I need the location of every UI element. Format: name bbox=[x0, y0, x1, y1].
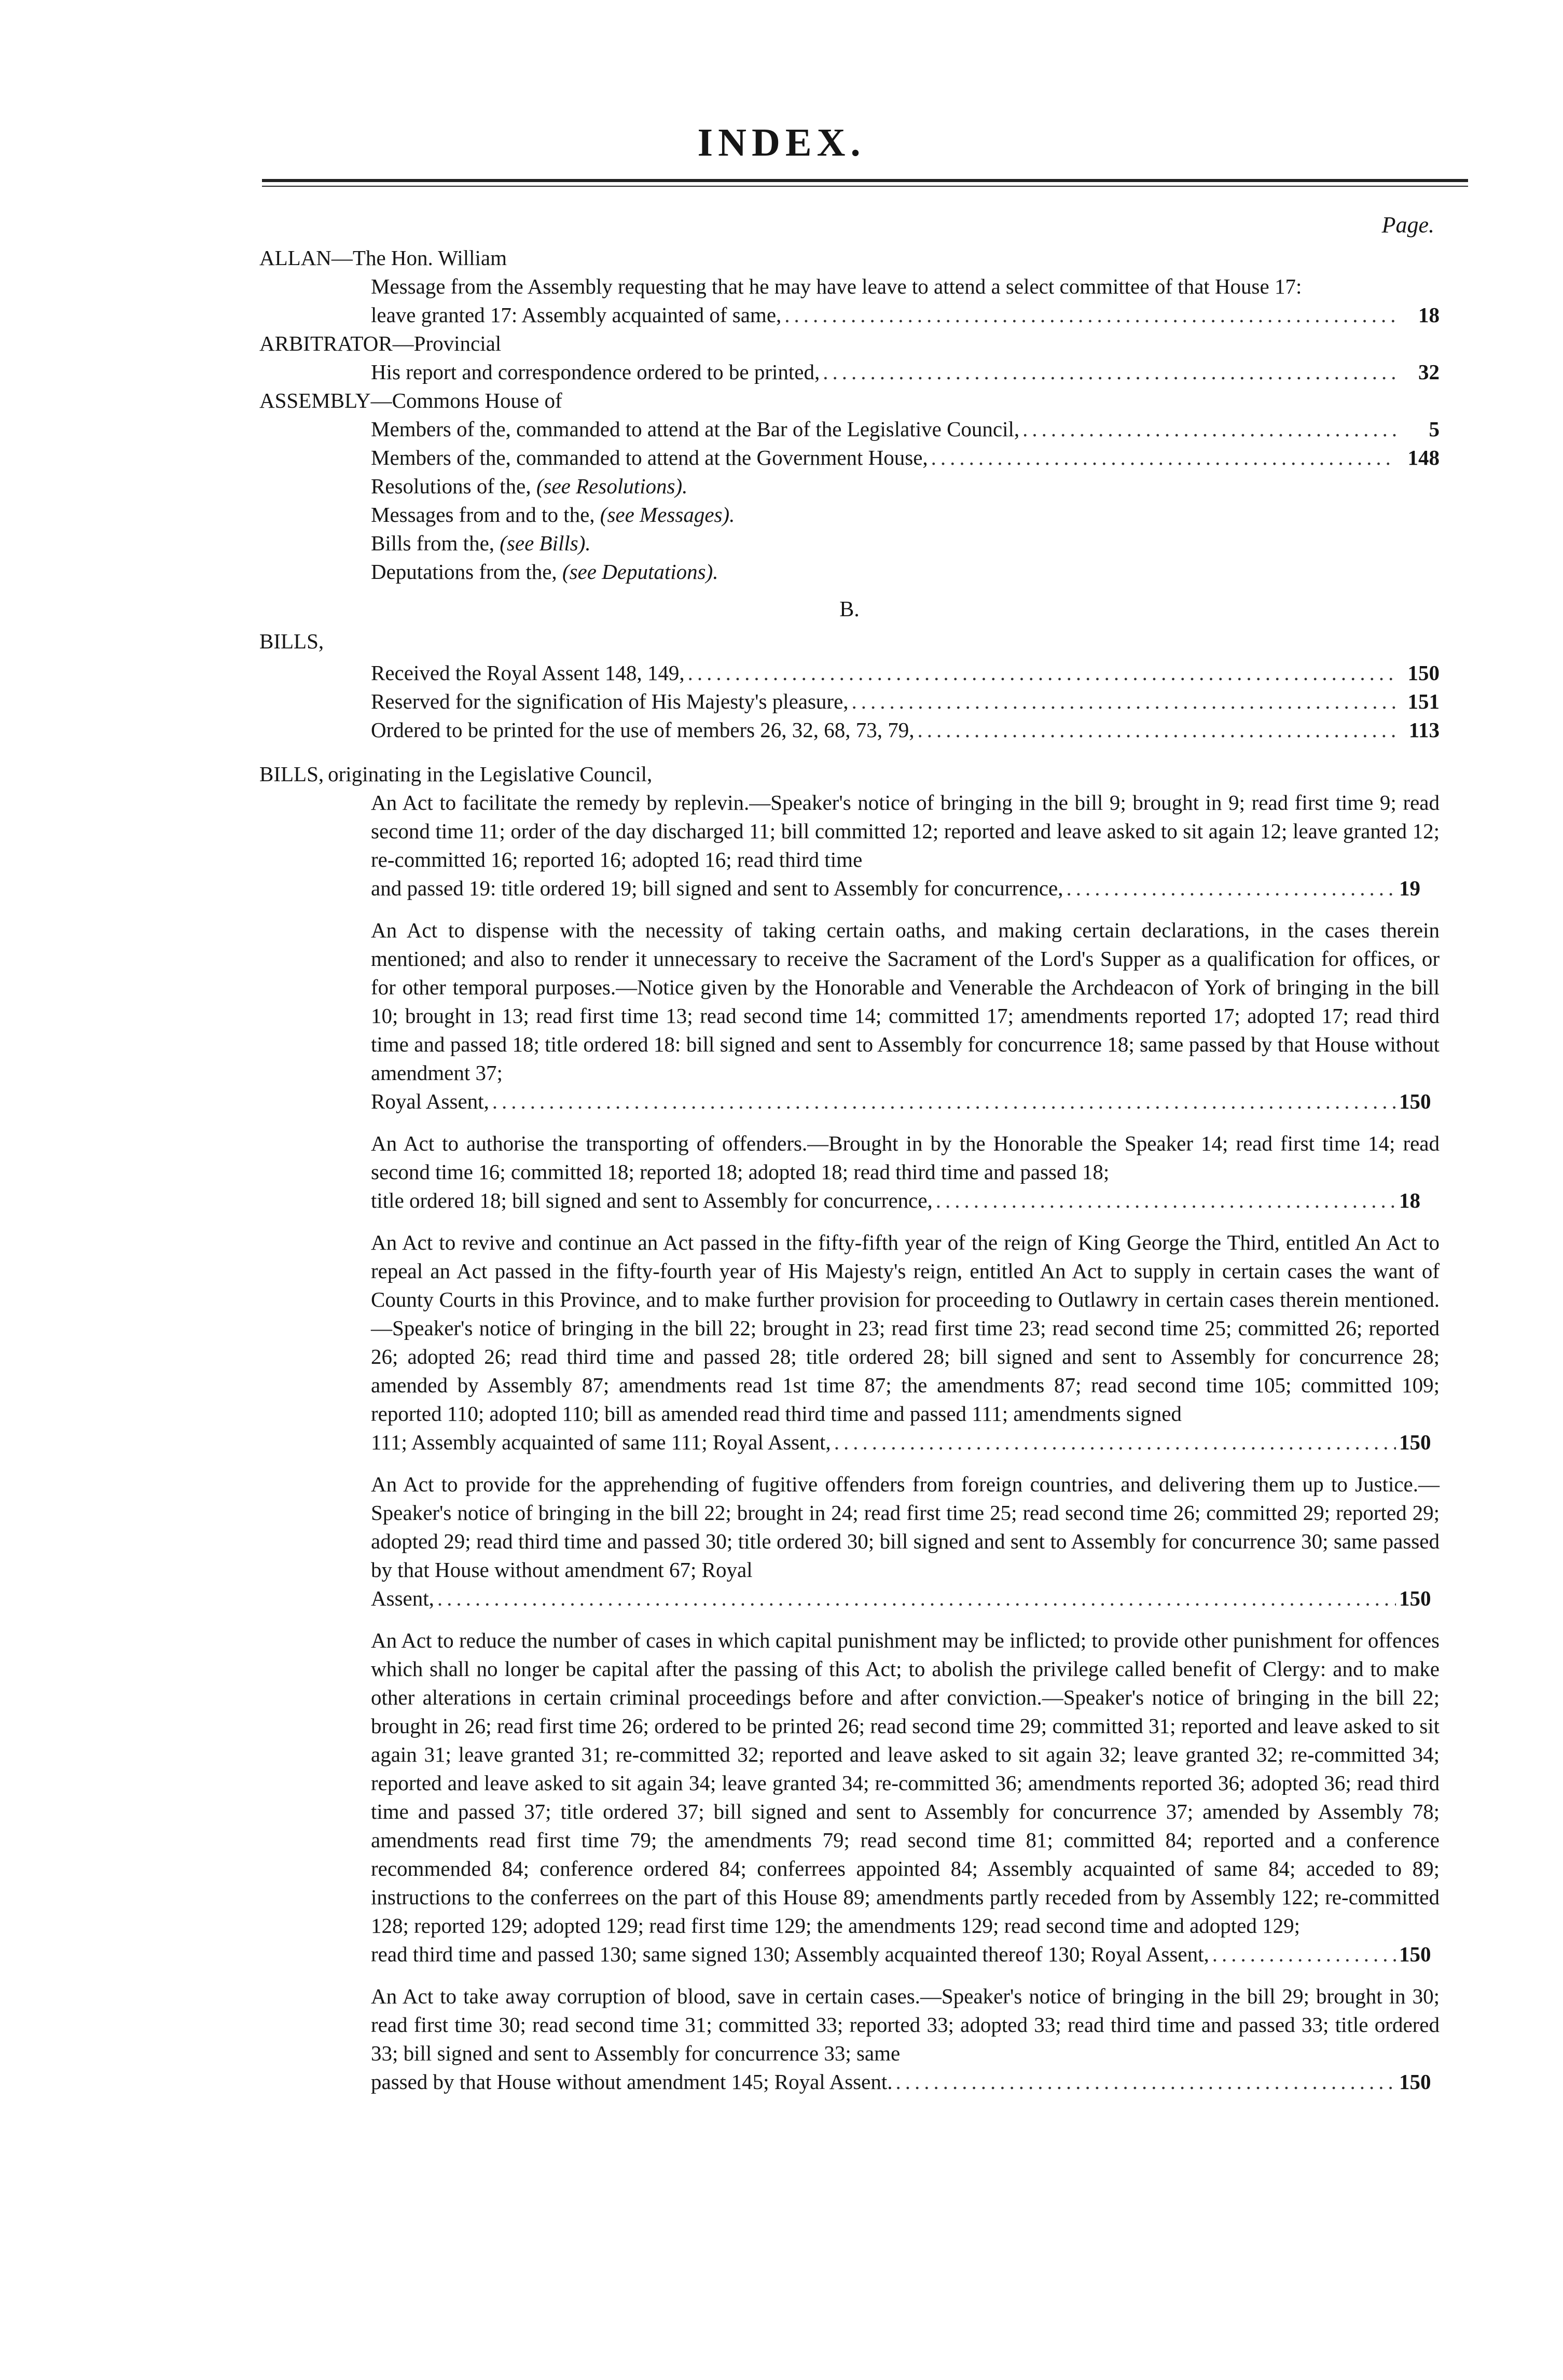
cross-ref-deputations bbox=[371, 558, 1440, 586]
dot-leader bbox=[688, 659, 1396, 687]
dot-leader bbox=[823, 358, 1396, 386]
heading-subtitle: originating in the Legislative Council, bbox=[328, 762, 653, 786]
act-text: An Act to revive and continue an Act passed in the fifty-fifth year of the reign of King George the Third, entitled An Act to repeal an Act passed in the fifty-fourth year of His Majesty's reign, entitled An Act to supply in certain cases the want of County Courts in this Province, and to make further provision for proceeding to Outlawry in certain cases therein mentioned.—Speaker's notice of bringing in the bill 22; brought in 23; read first time 23; read second time 25; committed 26; reported 26; adopted 26; read third time and passed 28; title ordered 28; bill signed and sent to Assembly for concurrence 28; amended by Assembly 87; amendments read 1st time 87; the amendments 87; read second time 105; committed 109; reported 110; adopted 110; bill as amended read third time and passed 111; amendments signed bbox=[371, 1230, 1440, 1426]
entry-text: His report and correspondence ordered to be printed, bbox=[371, 360, 820, 384]
dot-leader bbox=[1022, 415, 1396, 444]
entry-text: 111; Assembly acquainted of same 111; Royal Assent, bbox=[371, 1430, 831, 1454]
dot-leader bbox=[1212, 1940, 1396, 1969]
act-entry bbox=[371, 1129, 1440, 1215]
dot-leader bbox=[492, 1087, 1396, 1116]
page-number: 113 bbox=[1408, 718, 1440, 742]
act-entry bbox=[371, 1228, 1440, 1457]
entry-line bbox=[371, 874, 1440, 903]
dot-leader bbox=[852, 687, 1396, 716]
entry-bills-printed bbox=[371, 716, 1440, 744]
entry-arbitrator-report bbox=[371, 358, 1440, 386]
page-number: 150 bbox=[1399, 1430, 1431, 1454]
dot-leader bbox=[936, 1186, 1396, 1215]
dot-leader bbox=[931, 444, 1396, 472]
heading-assembly: ASSEMBLY—Commons House of bbox=[259, 389, 562, 412]
entry-text: Reserved for the signification of His Majesty's pleasure, bbox=[371, 689, 849, 713]
entry-text: Ordered to be printed for the use of members 26, 32, 68, 73, 79, bbox=[371, 718, 915, 742]
entry-text: Members of the, commanded to attend at the Bar of the Legislative Council, bbox=[371, 417, 1020, 441]
entry-text: leave granted 17: Assembly acquainted of same, bbox=[371, 303, 782, 327]
page-number: 150 bbox=[1399, 2070, 1431, 2094]
act-text: An Act to facilitate the remedy by replevin.—Speaker's notice of bringing in the bill 9; brought in 9; read first time 9; read second time 11; order of the day discharged 11; bill committed 12; reported and leave asked to sit again 12; leave granted 12; re-committed 16; reported 16; adopted 16; read third time bbox=[371, 791, 1440, 871]
entry-text: Royal Assent, bbox=[371, 1089, 489, 1113]
act-text: An Act to provide for the apprehending of fugitive offenders from foreign countries, and delivering them up to Justice.—Speaker's notice of bringing in the bill 22; brought in 24; read first time 25; read second time 26; committed 29; reported 29; adopted 29; read third time and passed 30; title ordered 30; bill signed and sent to Assembly for concurrence 30; same passed by that House without amendment 67; Royal bbox=[371, 1472, 1440, 1582]
entry-line bbox=[371, 687, 1440, 716]
heading-arbitrator: ARBITRATOR—Provincial bbox=[259, 331, 502, 355]
entry-line bbox=[371, 415, 1440, 444]
page-number: 151 bbox=[1407, 689, 1440, 713]
title-rule-thin bbox=[262, 186, 1468, 187]
page-number: 150 bbox=[1399, 1586, 1431, 1610]
cross-ref-target: (see Bills). bbox=[500, 531, 591, 555]
section-letter-b: B. bbox=[839, 598, 860, 621]
entry-text: read third time and passed 130; same signed 130; Assembly acquainted thereof 130; Royal Assent, bbox=[371, 1942, 1209, 1966]
entry-line bbox=[371, 659, 1440, 687]
page-number: 5 bbox=[1429, 417, 1440, 441]
entry-line bbox=[371, 301, 1440, 329]
entry-assembly-members-govhouse bbox=[371, 444, 1440, 472]
act-text: An Act to dispense with the necessity of taking certain oaths, and making certain declarations, in the cases therein mentioned; and also to render it unnecessary to receive the Sacrament of the Lord's Supper as a qualification for offices, or for other temporal purposes.—Notice given by the Honorable and Venerable the Archdeacon of York of bringing in the bill 10; brought in 13; read first time 13; read second time 14; committed 17; amendments reported 17; adopted 17; read third time and passed 18; title ordered 18: bill signed and sent to Assembly for concurrence 18; same passed by that House without amendment 37; bbox=[371, 918, 1440, 1085]
entry-text: and passed 19: title ordered 19; bill signed and sent to Assembly for concurrence, bbox=[371, 876, 1063, 900]
dot-leader bbox=[1066, 874, 1396, 903]
cross-ref-text: Deputations from the, bbox=[371, 560, 557, 584]
entry-text: Assent, bbox=[371, 1586, 434, 1610]
act-text: An Act to authorise the transporting of offenders.—Brought in by the Honorable the Speaker 14; read first time 14; read second time 16; committed 18; reported 18; adopted 18; read third time and passed 18; bbox=[371, 1131, 1440, 1184]
page-number: 19 bbox=[1399, 876, 1420, 900]
page-column-header: Page. bbox=[1381, 212, 1434, 238]
act-entry bbox=[371, 916, 1440, 1116]
cross-ref-text: Resolutions of the, bbox=[371, 474, 531, 498]
page-number: 150 bbox=[1407, 661, 1440, 685]
heading-bills-legislative-council bbox=[259, 760, 1440, 788]
cross-ref-target: (see Messages). bbox=[600, 503, 735, 527]
entry-line bbox=[371, 1087, 1440, 1116]
cross-ref-target: (see Resolutions). bbox=[536, 474, 688, 498]
dot-leader bbox=[437, 1584, 1396, 1613]
page-number: 148 bbox=[1407, 446, 1440, 469]
entry-line bbox=[371, 1584, 1440, 1613]
entry-allan-message bbox=[371, 272, 1440, 329]
entry-bills-royal-assent bbox=[371, 659, 1440, 687]
entry-line bbox=[371, 358, 1440, 386]
page-number: 32 bbox=[1418, 360, 1440, 384]
entry-line bbox=[371, 2068, 1440, 2096]
heading-label: BILLS, bbox=[259, 762, 324, 786]
entry-assembly-members-bar bbox=[371, 415, 1440, 444]
entry-line bbox=[371, 1940, 1440, 1969]
cross-ref-resolutions bbox=[371, 472, 1440, 501]
entry-text: passed by that House without amendment 145; Royal Assent. bbox=[371, 2070, 893, 2094]
act-entry bbox=[371, 788, 1440, 903]
page-title: INDEX. bbox=[697, 121, 866, 164]
cross-ref-messages bbox=[371, 501, 1440, 529]
entry-line bbox=[371, 1428, 1440, 1457]
act-entry bbox=[371, 1470, 1440, 1613]
cross-ref-text: Bills from the, bbox=[371, 531, 495, 555]
page-number: 18 bbox=[1418, 303, 1440, 327]
cross-ref-target: (see Deputations). bbox=[562, 560, 718, 584]
page-number: 18 bbox=[1399, 1188, 1420, 1212]
page-number: 150 bbox=[1399, 1942, 1431, 1966]
cross-ref-text: Messages from and to the, bbox=[371, 503, 595, 527]
entry-text: title ordered 18; bill signed and sent to Assembly for concurrence, bbox=[371, 1188, 933, 1212]
dot-leader bbox=[896, 2068, 1396, 2096]
dot-leader bbox=[784, 301, 1396, 329]
index-content bbox=[259, 244, 1440, 2096]
title-rule-thick bbox=[262, 179, 1468, 182]
act-entry bbox=[371, 1982, 1440, 2096]
entry-line bbox=[371, 716, 1440, 744]
act-text: An Act to reduce the number of cases in which capital punishment may be inflicted; to provide other punishment for offences which shall no longer be capital after the passing of this Act; to abolish the privilege called benefit of Clergy: and to make other alterations in certain criminal proceedings before and after conviction.—Speaker's notice of bringing in the bill 22; brought in 26; read first time 26; ordered to be printed 26; read second time 29; committed 31; reported and leave asked to sit again 31; leave granted 31; re-committed 32; reported and leave asked to sit again 32; leave granted 32; re-committed 34; reported and leave asked to sit again 34; leave granted 34; re-committed 36; amendments reported 36; adopted 36; read third time and passed 37; title ordered 37; bill signed and sent to Assembly for concurrence 37; amended by Assembly 78; amendments read first time 79; the amendments 79; read second time 81; committed 84; reported and a conference recommended 84; conference ordered 84; conferrees appointed 84; Assembly acquainted of same 84; acceded to 89; instructions to the conferrees on the part of this House 89; amendments partly receded from by Assembly 122; re-committed 128; reported 129; adopted 129; read first time 129; the amendments 129; read second time and adopted 129; bbox=[371, 1628, 1440, 1938]
act-entry bbox=[371, 1626, 1440, 1969]
entry-bills-reserved bbox=[371, 687, 1440, 716]
cross-ref-bills bbox=[371, 529, 1440, 558]
act-text: An Act to take away corruption of blood, save in certain cases.—Speaker's notice of bringing in the bill 29; brought in 30; read first time 30; read second time 31; committed 33; reported 33; adopted 33; read third time and passed 33; title ordered 33; bill signed and sent to Assembly for concurrence 33; same bbox=[371, 1984, 1440, 2065]
entry-text: Members of the, commanded to attend at the Government House, bbox=[371, 446, 928, 469]
entry-line bbox=[371, 444, 1440, 472]
page-number: 150 bbox=[1399, 1089, 1431, 1113]
entry-line bbox=[371, 1186, 1440, 1215]
dot-leader bbox=[834, 1428, 1396, 1457]
heading-allan: ALLAN—The Hon. William bbox=[259, 246, 507, 270]
entry-text: Received the Royal Assent 148, 149, bbox=[371, 661, 685, 685]
dot-leader bbox=[918, 716, 1396, 744]
entry-text: Message from the Assembly requesting that he may have leave to attend a select committee of that House 17: bbox=[371, 274, 1302, 298]
heading-bills: BILLS, bbox=[259, 629, 324, 653]
